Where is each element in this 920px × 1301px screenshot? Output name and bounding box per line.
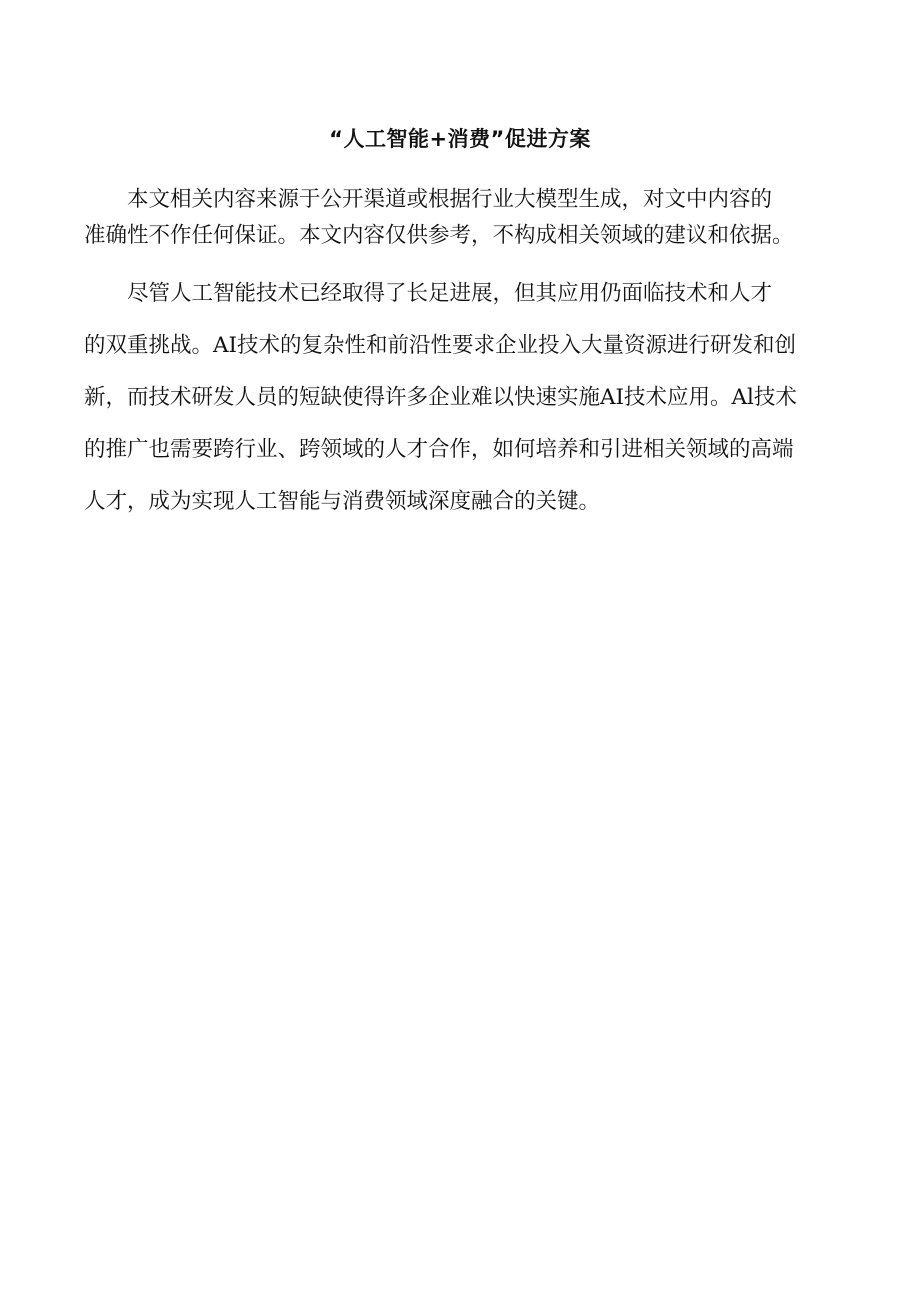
paragraph-line: 尽管人工智能技术已经取得了长足进展，但其应用仍面临技术和人才 (127, 281, 773, 306)
disclaimer-line: 本文相关内容来源于公开渠道或根据行业大模型生成，对文中内容的 (127, 187, 773, 212)
body-paragraph (84, 268, 840, 528)
paragraph-line: 人才，成为实现人工智能与消费领域深度融合的关键。 (84, 489, 601, 514)
paragraph-line: 的推广也需要跨行业、跨领域的人才合作，如何培养和引进相关领域的高端 (84, 437, 794, 462)
paragraph-line: 的双重挑战。AI技术的复杂性和前沿性要求企业投入大量资源进行研发和创 (84, 333, 797, 358)
paragraph-line: 新，而技术研发人员的短缺使得许多企业难以快速实施AI技术应用。Al技术 (84, 385, 797, 410)
disclaimer-paragraph (84, 182, 840, 254)
document-title: “人工智能+消费”促进方案 (329, 127, 591, 151)
disclaimer-line: 准确性不作任何保证。本文内容仅供参考，不构成相关领域的建议和依据。 (84, 223, 794, 248)
